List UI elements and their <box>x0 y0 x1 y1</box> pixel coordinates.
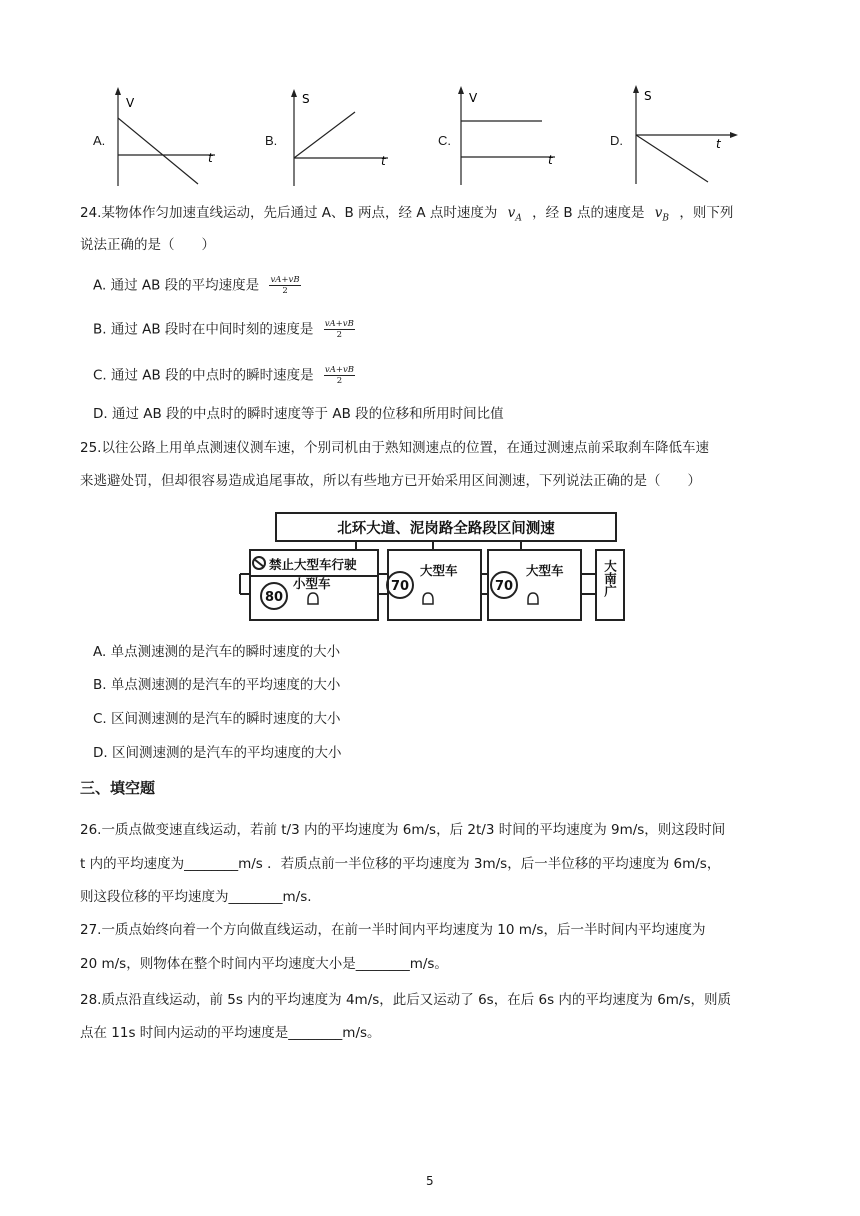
sign-speed-80: 80 <box>264 590 284 605</box>
q26-line3: 则这段位移的平均速度为________m/s. <box>80 889 312 905</box>
graph-c-y-axis-label: V <box>469 91 478 105</box>
camera-icon-1 <box>308 593 318 604</box>
q24-option-a-fraction: $\frac{vA+vB}{2}$ <box>270 275 300 296</box>
q24-option-d: D. 通过 AB 段的中点时的瞬时速度等于 AB 段的位移和所用时间比值 <box>93 406 504 422</box>
graph-a-velocity-time <box>112 86 222 188</box>
graph-d-displacement-time <box>630 84 745 186</box>
sign-side-text: 大南广 <box>602 559 618 597</box>
q24-option-c-text: C. 通过 AB 段的中点时的瞬时速度是 <box>93 367 314 384</box>
q24-option-c-fraction: $\frac{vA+vB}{2}$ <box>324 365 355 386</box>
sign-small-car-label: 小型车 <box>293 576 331 591</box>
q25-stem-line2: 来逃避处罚，但却很容易造成追尾事故，所以有些地方已开始采用区间测速，下列说法正确的是（ ） <box>80 473 701 489</box>
sign-title-text: 北环大道、泥岗路全路段区间测速 <box>337 521 555 537</box>
q28-line2: 点在 11s 时间内运动的平均速度是________m/s。 <box>80 1025 381 1041</box>
graph-b-x-axis-label: t <box>381 154 386 168</box>
graph-d-option-label: D. <box>610 133 623 148</box>
graph-b-y-axis-label: S <box>302 92 310 106</box>
sign-speed-70-2: 70 <box>494 579 514 594</box>
q25-option-d: D. 区间测速测的是汽车的平均速度的大小 <box>93 745 342 761</box>
graph-a-option-label: A. <box>93 133 106 148</box>
q27-line1: 27.一质点始终向着一个方向做直线运动，在前一半时间内平均速度为 10 m/s，后一半时间内平均速度为 <box>80 922 706 938</box>
graph-d-y-axis-label: S <box>644 89 652 103</box>
sign-large-car-label-2: 大型车 <box>526 563 564 578</box>
q26-line2: t 内的平均速度为________m/s ．若质点前一半位移的平均速度为 3m/s，后一半位移的平均速度为 6m/s， <box>80 856 721 872</box>
q27-line2: 20 m/s，则物体在整个时间内平均速度大小是________m/s。 <box>80 956 448 972</box>
q24-stem-part2: ，经 B 点的速度是 <box>532 205 645 221</box>
q24-var-va: $v_A$ <box>507 205 522 224</box>
sign-speed-70-1: 70 <box>390 579 410 594</box>
q25-option-c: C. 区间测速测的是汽车的瞬时速度的大小 <box>93 711 341 727</box>
sign-ban-text: 禁止大型车行驶 <box>269 557 357 572</box>
q24-stem-part3: ，则下列 <box>679 205 734 221</box>
camera-icon-3 <box>528 593 538 604</box>
page-number: 5 <box>426 1174 434 1188</box>
q24-option-a <box>93 275 301 296</box>
graph-a-y-axis-label: V <box>126 96 135 110</box>
graph-c-x-axis-label: t <box>548 153 553 167</box>
q25-stem-line1: 25.以往公路上用单点测速仪测车速，个别司机由于熟知测速点的位置，在通过测速点前采取刹车降低车速 <box>80 440 709 456</box>
camera-icon-2 <box>423 593 433 604</box>
graph-b-displacement-time <box>288 88 398 188</box>
q25-option-b: B. 单点测速测的是汽车的平均速度的大小 <box>93 677 341 693</box>
graph-a-x-axis-label: t <box>208 151 213 165</box>
interval-speed-sign <box>238 508 632 624</box>
q24-stem-line2: 说法正确的是（ ） <box>80 237 215 253</box>
q24-var-vb: $v_B$ <box>654 205 670 224</box>
graph-d-x-axis-label: t <box>716 137 721 151</box>
q24-option-b-fraction: $\frac{vA+vB}{2}$ <box>324 319 354 340</box>
graph-c-option-label: C. <box>438 133 451 148</box>
q28-line1: 28.质点沿直线运动，前 5s 内的平均速度为 4m/s，此后又运动了 6s，在后 6s 内的平均速度为 6m/s，则质 <box>80 992 732 1008</box>
section-3-title: 三、填空题 <box>80 779 156 797</box>
q24-option-c <box>93 365 355 386</box>
q24-option-a-text: A. 通过 AB 段的平均速度是 <box>93 277 260 294</box>
graph-b-option-label: B. <box>265 133 278 148</box>
sign-large-car-label-1: 大型车 <box>420 563 458 578</box>
q24-option-b <box>93 319 355 340</box>
q24-stem-line1 <box>80 203 733 229</box>
q26-line1: 26.一质点做变速直线运动，若前 t/3 内的平均速度为 6m/s，后 2t/3 时间的平均速度为 9m/s，则这段时间 <box>80 822 726 838</box>
q25-option-a: A. 单点测速测的是汽车的瞬时速度的大小 <box>93 644 341 660</box>
q24-option-b-text: B. 通过 AB 段时在中间时刻的速度是 <box>93 321 314 338</box>
q24-stem-part1: 24.某物体作匀加速直线运动，先后通过 A、B 两点，经 A 点时速度为 <box>80 205 498 221</box>
graph-c-velocity-time <box>455 85 565 187</box>
